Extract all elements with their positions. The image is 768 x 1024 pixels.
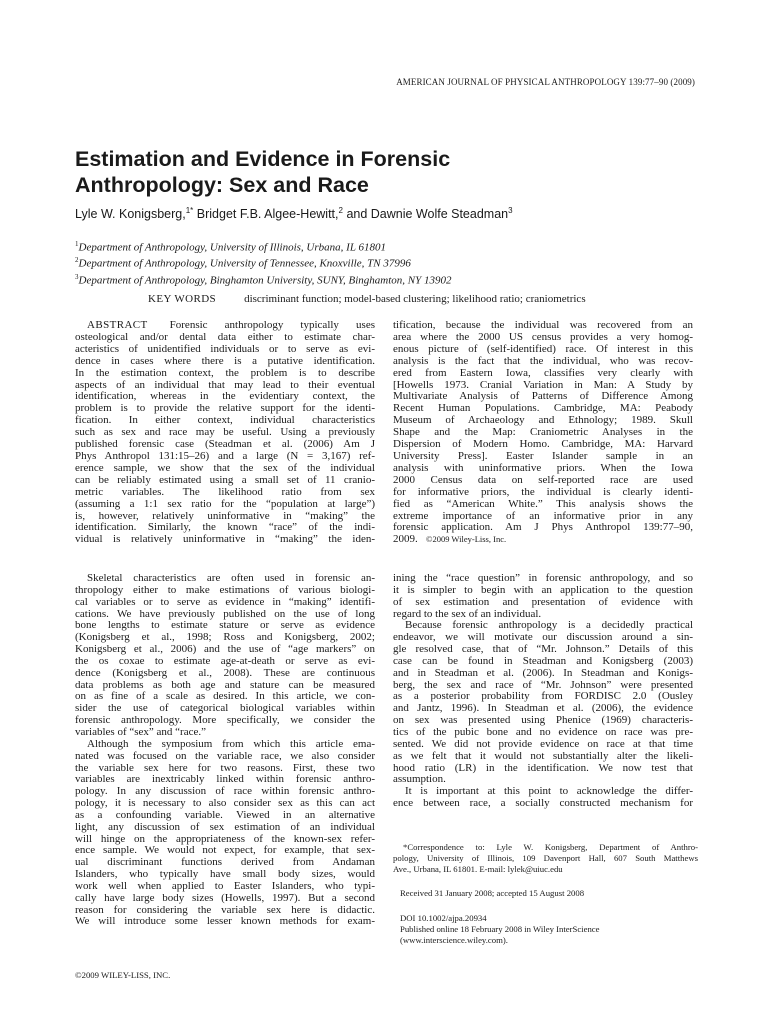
body-line: ence sample. We would not expect, for example, that sex-	[75, 845, 375, 857]
footnote-line: Published online 18 February 2008 in Wiley InterScience	[400, 924, 600, 934]
body-line: and in Steadman et al. (2006). In Steadman and Konigs-	[393, 667, 693, 679]
body-line: as a posterior probability from FORDISC 2.0 (Ousley	[393, 691, 693, 703]
body-line: pology. In any discussion of race within forensic anthro-	[75, 786, 375, 798]
author-affiliation-mark: 3	[508, 206, 513, 215]
abstract-line: In the estimation context, the problem is to describe	[75, 367, 375, 379]
body-line: will hinge on the appropriateness of the known-sex refer-	[75, 833, 375, 845]
body-line: cal variables or to serve as evidence in “making” identifi-	[75, 596, 375, 608]
body-line: cations. We have previously published on the use of long	[75, 608, 375, 620]
abstract-line: is, however, relatively uninformative in “making” the	[75, 510, 375, 522]
abstract-line: University Press]. Easter Islander sample in an	[393, 450, 693, 462]
body-line: bone lengths to estimate stature or serve as evidence	[75, 620, 375, 632]
body-line: It is important at this point to acknowledge the differ-	[405, 786, 693, 798]
body-line: Although the symposium from which this article ema-	[87, 738, 375, 750]
body-line: hood ratio (LR) in the identification. We now test that	[393, 762, 693, 774]
body-line: and Jantz, 1996). In Steadman et al. (2006), the evidence	[393, 703, 693, 715]
publisher-copyright: ©2009 WILEY-LISS, INC.	[75, 970, 171, 980]
body-line: as a confounding variable. Viewed in an alternative	[75, 809, 375, 821]
body-line: work well when applied to Easter Islanders, who typi-	[75, 880, 375, 892]
journal-header: AMERICAN JOURNAL OF PHYSICAL ANTHROPOLOGY 139:77–90 (2009)	[396, 77, 695, 87]
body-line: sented. We did not provide evidence on race at that time	[393, 738, 693, 750]
abstract-line: extreme importance of an informative prior in any	[393, 510, 693, 522]
author-affiliation-mark: 2	[338, 206, 343, 215]
author-name: and Dawnie Wolfe Steadman	[346, 207, 509, 222]
keywords-text: discriminant function; model-based clustering; likelihood ratio; craniometrics	[244, 293, 586, 305]
abstract-line: analysis is the fact that the individual, who was recov-	[393, 355, 693, 367]
abstract-line: fication. In either context, individual characteristics	[75, 415, 375, 427]
abstract-line: Multivariate Analysis of Patterns of Difference Among	[393, 391, 693, 403]
body-line: Konigsberg et al., 2006) and the use of “age markers” on	[75, 644, 375, 656]
doi-line[interactable]: DOI 10.1002/ajpa.20934	[400, 913, 487, 923]
body-line: Skeletal characteristics are often used in forensic an-	[87, 573, 375, 584]
body-line: data problems as both age and stature can be measured	[75, 679, 375, 691]
title-line: Anthropology: Sex and Race	[75, 172, 369, 197]
body-line: sider the use of categorical biological variables within	[75, 703, 375, 715]
body-line: ining the “race question” in forensic anthropology, and so	[393, 573, 693, 584]
footnote-line: *Correspondence to: Lyle W. Konigsberg, Department of Anthro-	[403, 842, 698, 852]
affiliation: $^3$Department of Anthropology, Binghamton University, SUNY, Binghamton, NY 13902	[75, 272, 452, 287]
body-line: assumption.	[393, 774, 446, 786]
body-line: forensic anthropology. More specifically, we consider the	[75, 715, 375, 727]
body-line: regard to the sex of an individual.	[393, 608, 542, 620]
abstract-line: ABSTRACT Forensic anthropology typically uses	[87, 320, 375, 331]
keywords-label: KEY WORDS	[148, 293, 217, 305]
abstract-line: Museum of Archaeology and Ethnology; 1989. Skull	[393, 415, 693, 427]
body-line: case can be found in Steadman and Konigsberg (2003)	[393, 655, 693, 667]
abstract-line: problem is to provide the relative support for the identi-	[75, 403, 375, 415]
body-line: reason for considering the variable sex here is didactic.	[75, 904, 375, 916]
abstract-line: identification, whereas in the evidentiary context, the	[75, 391, 375, 403]
body-line: endeavor, we will motivate our discussion around a sin-	[393, 632, 693, 644]
abstract-line: 2009. ©2009 Wiley-Liss, Inc.	[393, 534, 507, 546]
body-line: the variable sex here for two reasons. First, these two	[75, 762, 375, 774]
footnote-line: Received 31 January 2008; accepted 15 August 2008	[400, 888, 585, 898]
body-line: (Konigsberg et al., 1998; Ross and Konigsberg, 2002;	[75, 632, 375, 644]
abstract-line: can be reliably estimated using a small set of 11 cranio-	[75, 474, 375, 486]
body-line: pology, it is necessary to also consider sex as this can act	[75, 798, 375, 810]
body-line: nated was focused on the variable race, we also consider	[75, 750, 375, 762]
body-line: gle resolved case, that of “Mr. Johnson.” Details of this	[393, 644, 693, 656]
abstract-label: ABSTRACT	[87, 320, 148, 331]
body-line: of sex estimation and presentation of evidence with	[393, 596, 693, 608]
abstract-copyright: ©2009 Wiley-Liss, Inc.	[426, 534, 507, 545]
body-line: as we felt that it would not substantially alter the likeli-	[393, 750, 693, 762]
abstract-line: 2000 Census data on self-reported race are used	[393, 474, 693, 486]
abstract-line: acteristics of unidentified individuals or to serve as evi-	[75, 343, 375, 355]
body-left-column	[75, 573, 375, 928]
abstract-line: Shape and the Map: Craniometric Analyses in the	[393, 427, 693, 439]
body-line: Islanders, who typically have small body sizes, would	[75, 869, 375, 881]
abstract-line: erence sample, we show that the sex of the individual	[75, 462, 375, 474]
title-line: Estimation and Evidence in Forensic	[75, 147, 451, 171]
body-line: dence (Konigsberg et al., 2008). These are continuous	[75, 667, 375, 679]
body-line: light, any discussion of sex estimation of an individual	[75, 821, 375, 833]
author-name: Lyle W. Konigsberg,	[75, 207, 186, 222]
footnote-line: (www.interscience.wiley.com).	[400, 935, 508, 945]
author-list	[75, 206, 695, 221]
footnote-line: pology, University of Illinois, 109 Davenport Hall, 607 South Matthews	[393, 853, 698, 863]
abstract-right-column	[393, 320, 693, 546]
affiliation: $^1$Department of Anthropology, University of Illinois, Urbana, IL 61801	[75, 240, 386, 254]
body-line: the os coxae to estimate age-at-death or serve as evi-	[75, 655, 375, 667]
doi-info	[400, 913, 705, 946]
abstract-line: osteological and/or dental data either to estimate char-	[75, 331, 375, 343]
body-line: ence between race, a socially constructed mechanism for	[393, 798, 693, 810]
keywords	[148, 293, 708, 305]
abstract-line: dence in cases where there is a putative identification.	[75, 355, 375, 367]
abstract-line: Phys Anthropol 131:15–26) and a large (N = 3,167) ref-	[75, 450, 375, 462]
body-line: ual discriminant functions derived from Andaman	[75, 857, 375, 869]
abstract-line: tification, because the individual was recovered from an	[393, 320, 693, 331]
abstract-left-column	[75, 320, 375, 546]
correspondence-footnote	[393, 842, 698, 875]
abstract-line: such as sex and race may be useful. Using a previously	[75, 427, 375, 439]
abstract-line: area where the 2000 US census provides a very homog-	[393, 331, 693, 343]
body-line: berg, the sex and race of “Mr. Johnson” were presented	[393, 679, 693, 691]
abstract-line: [Howells 1973. Cranial Variation in Man: A Study by	[393, 379, 693, 391]
author-name: Bridget F.B. Algee-Hewitt,	[196, 207, 339, 222]
body-line: We will introduce some lesser known methods for exam-	[75, 916, 375, 928]
abstract-line: ered from Eastern Iowa, classifies very clearly with	[393, 367, 693, 379]
abstract-line: Dispersion of Modern Homo. Cambridge, MA: Harvard	[393, 439, 693, 451]
body-line: Because forensic anthropology is a decidedly practical	[405, 620, 693, 632]
abstract-line: forensic application. Am J Phys Anthropol 139:77–90,	[393, 522, 693, 534]
footnote-line: Ave., Urbana, IL 61801. E-mail: lylek@uiuc.edu	[393, 864, 563, 874]
body-line: on sex was presented using Phenice (1969) characteris-	[393, 715, 693, 727]
body-line: variables are inextricably linked within forensic anthro-	[75, 774, 375, 786]
abstract-line: (assuming a 1:1 sex ratio for the “population at large”)	[75, 498, 375, 510]
author-affiliation-mark: 1*	[185, 206, 194, 215]
abstract-line: published forensic case (Steadman et al. (2006) Am J	[75, 439, 375, 451]
abstract-line: aspects of an individual that may lead to their eventual	[75, 379, 375, 391]
affiliation: $^2$Department of Anthropology, University of Tennessee, Knoxville, TN 37996	[75, 256, 411, 271]
body-line: variables of “sex” and “race.”	[75, 726, 207, 738]
abstract-line: for informative priors, the individual is clearly identi-	[393, 486, 693, 498]
article-title	[75, 147, 695, 198]
body-line: it is simpler to begin with an application to the question	[393, 584, 693, 596]
abstract-line: metric variables. The likelihood ratio from sex	[75, 486, 375, 498]
body-right-column	[393, 573, 693, 810]
abstract-line: identification. Similarly, the known “race” of the indi-	[75, 522, 375, 534]
abstract-line: fied as “American White.” This analysis shows the	[393, 498, 693, 510]
abstract-line: Recent Human Populations. Cambridge, MA: Peabody	[393, 403, 693, 415]
abstract-line: enous picture of (self-identified) race. Of interest in this	[393, 343, 693, 355]
body-line: tics of the pubic bone and no evidence on race was pre-	[393, 726, 693, 738]
body-line: thropology either to make estimations of various biologi-	[75, 584, 375, 596]
received-date	[400, 888, 705, 899]
abstract-line: analysis with uninformative priors. When the Iowa	[393, 462, 693, 474]
body-line: cally have large body sizes (Howells, 1997). But a second	[75, 892, 375, 904]
body-line: on as fine of a scale as desired. In this article, we con-	[75, 691, 375, 703]
affiliations	[75, 238, 695, 287]
abstract-line: vidual is relatively uninformative in “making” the iden-	[75, 534, 375, 546]
